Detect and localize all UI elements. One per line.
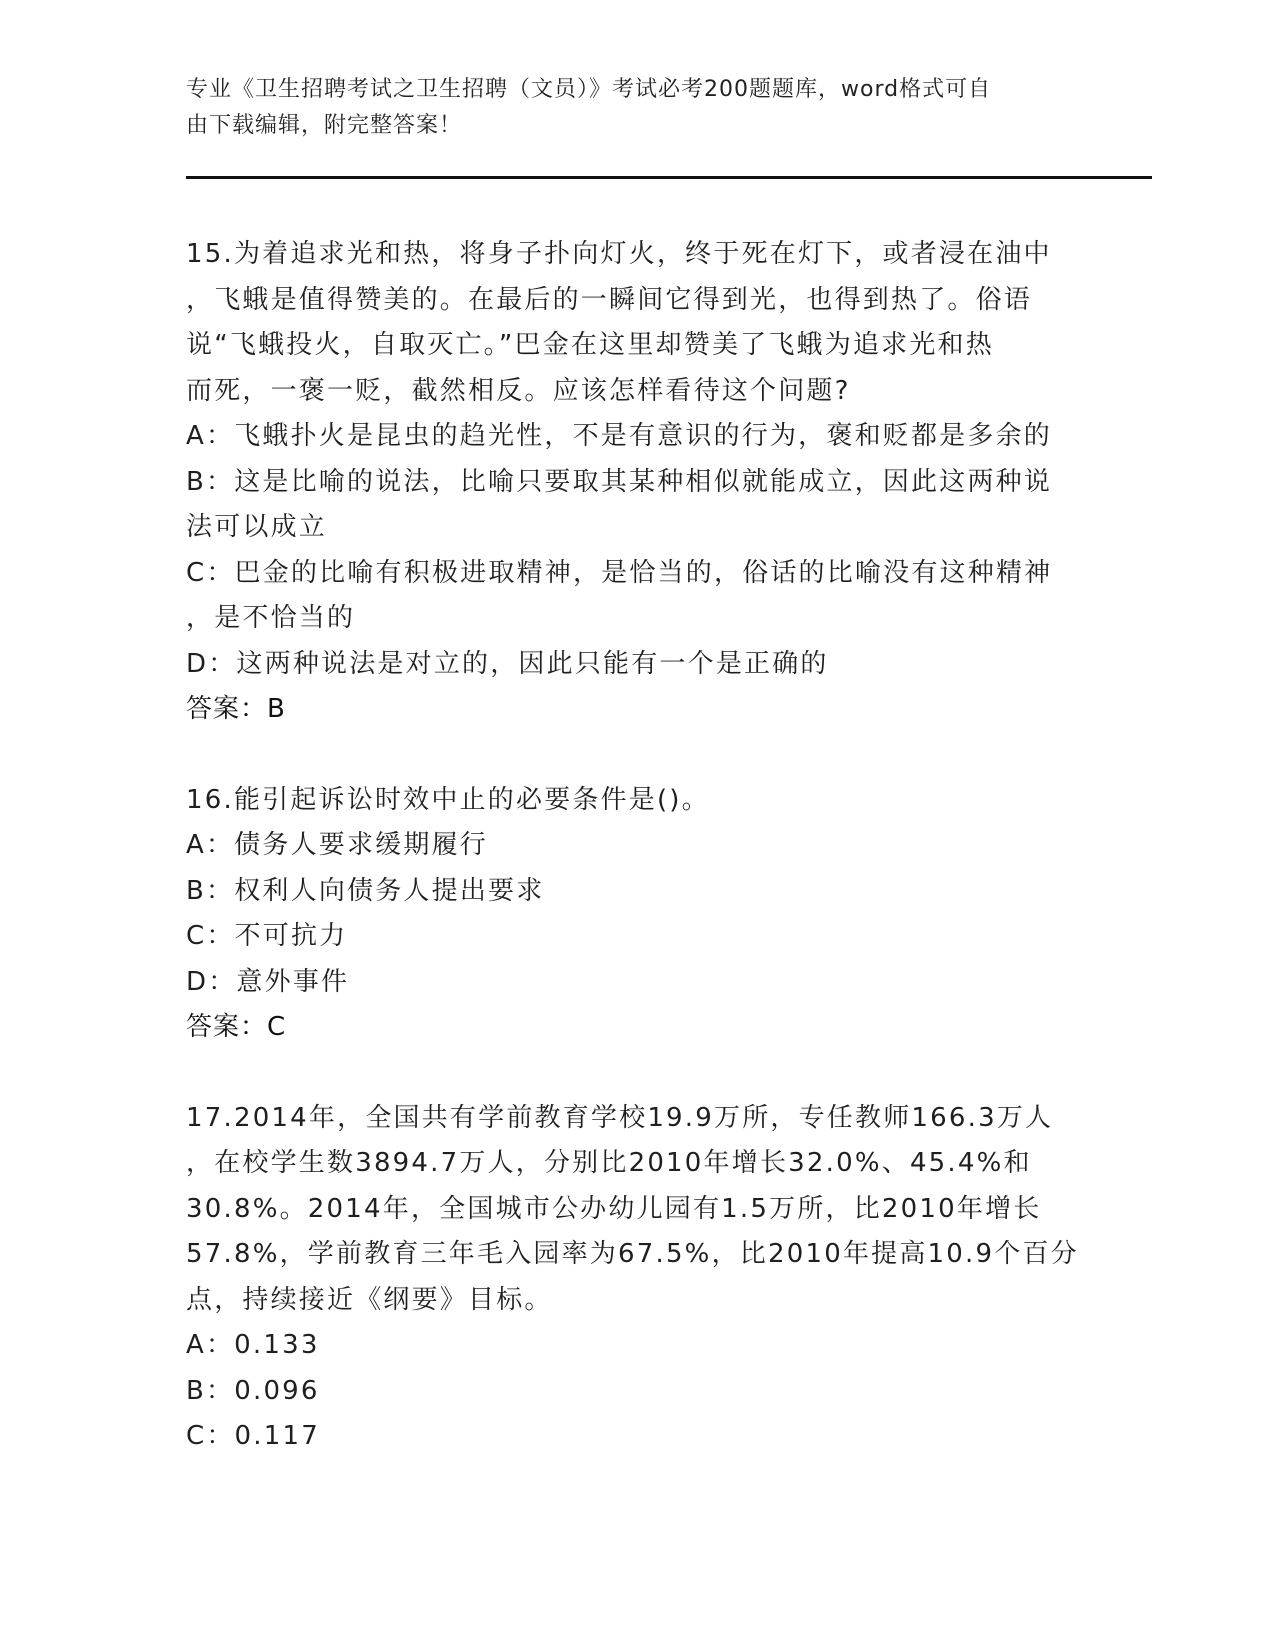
question-stem-line: 点，持续接近《纲要》目标。 [186,1284,553,1315]
option-a: A：0.133 [186,1330,320,1360]
option-c: C：0.117 [186,1421,320,1451]
question-15 [186,232,1066,733]
document-header [186,72,1066,144]
question-list [186,232,1079,1505]
option-d: D：意外事件 [186,966,350,997]
question-stem-line: 说“飞蛾投火，自取灭亡。”巴金在这里却赞美了飞蛾为追求光和热 [186,330,994,360]
question-stem-line: 17.2014年，全国共有学前教育学校19.9万所，专任教师166.3万人 [186,1102,1054,1133]
header-line: 由下载编辑，附完整答案！ [186,113,463,138]
header-divider [186,176,1152,179]
question-stem-line: 15.为着追求光和热，将身子扑向灯火，终于死在灯下，或者浸在油中 [186,239,1052,269]
option-d: D：这两种说法是对立的，因此只能有一个是正确的 [186,648,829,679]
question-17 [186,1096,1079,1460]
option-c: C：巴金的比喻有积极进取精神，是恰当的，俗话的比喻没有这种精神 [186,557,1053,588]
option-a: A：飞蛾扑火是昆虫的趋光性，不是有意识的行为，褒和贬都是多余的 [186,421,1052,451]
answer-line: 答案：C [186,1012,287,1042]
option-c-continued: ，是不恰当的 [186,603,356,633]
header-line: 专业《卫生招聘考试之卫生招聘（文员）》考试必考200题题库，word格式可自 [186,77,992,102]
option-c: C：不可抗力 [186,921,348,951]
option-b-continued: 法可以成立 [186,512,328,542]
question-stem-line: 57.8%，学前教育三年毛入园率为67.5%，比2010年提高10.9个百分 [186,1239,1079,1269]
question-stem-line: 16.能引起诉讼时效中止的必要条件是()。 [186,784,710,815]
question-stem-line: 30.8%。2014年，全国城市公办幼儿园有1.5万所，比2010年增长 [186,1193,1042,1224]
question-stem-line: ，在校学生数3894.7万人，分别比2010年增长32.0%、45.4%和 [186,1148,1032,1178]
option-b: B：权利人向债务人提出要求 [186,875,545,906]
option-a: A：债务人要求缓期履行 [186,830,488,860]
option-b: B：这是比喻的说法，比喻只要取其某种相似就能成立，因此这两种说 [186,466,1053,497]
answer-line: 答案：B [186,694,286,724]
option-b: B：0.096 [186,1375,320,1406]
question-stem-line: 而死，一褒一贬，截然相反。应该怎样看待这个问题? [186,375,851,406]
question-16 [186,778,1066,1051]
question-stem-line: ，飞蛾是值得赞美的。在最后的一瞬间它得到光，也得到热了。俗语 [186,284,1033,315]
